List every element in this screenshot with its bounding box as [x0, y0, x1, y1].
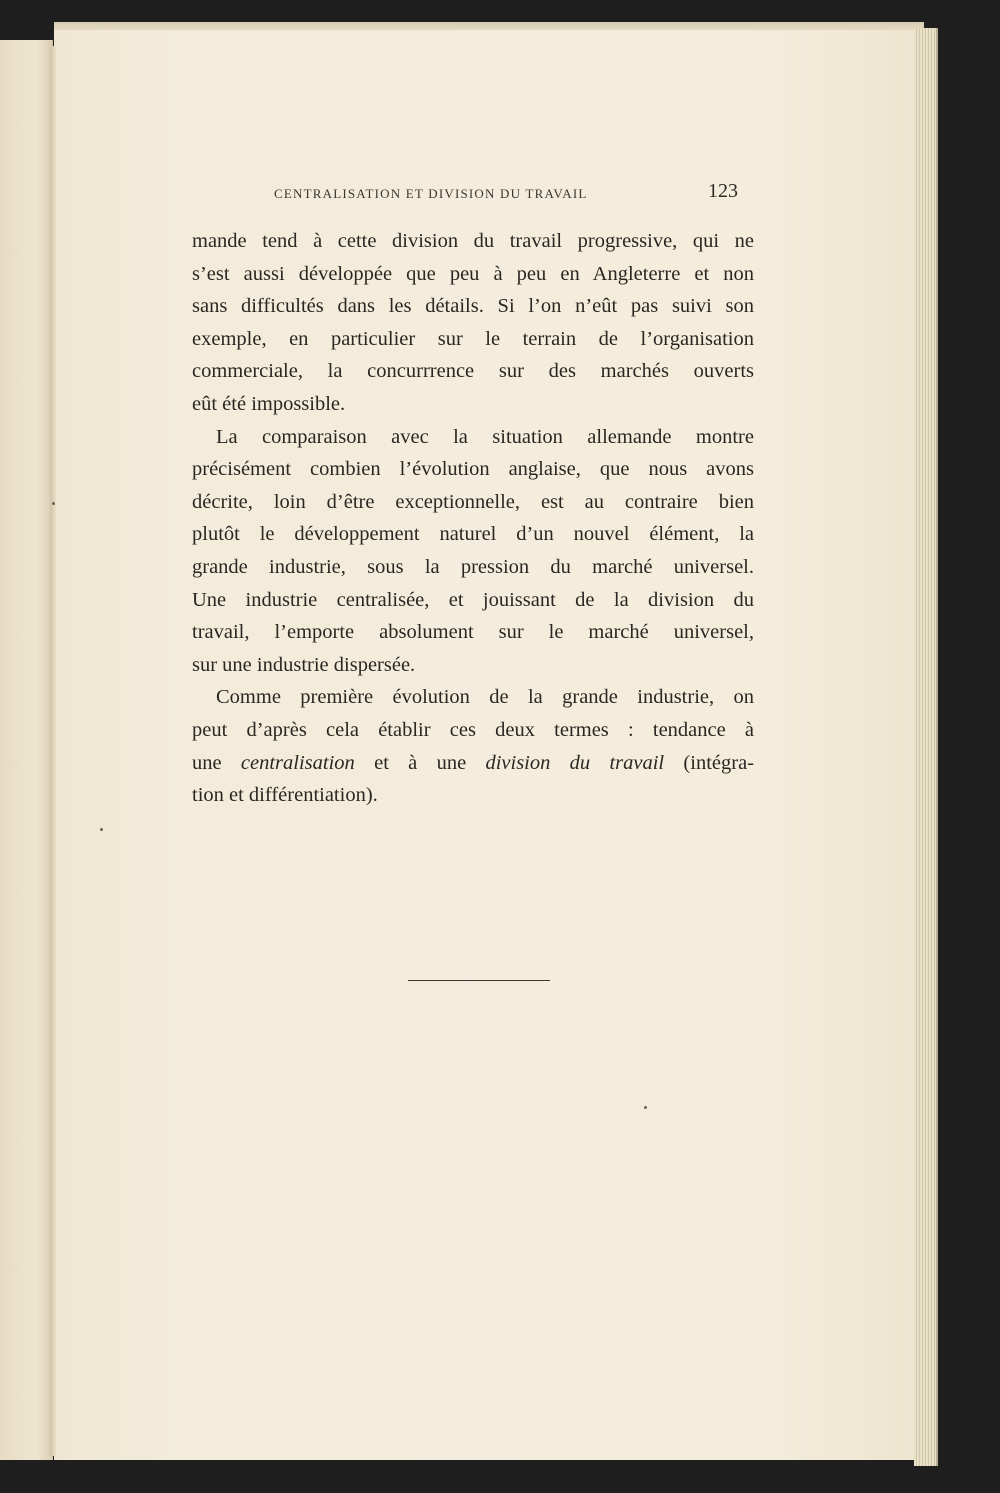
text-line: mande tend à cette division du travail progressive, qui ne: [192, 230, 754, 252]
paper-speck: [52, 502, 55, 505]
text-line: grande industrie, sous la pression du marché universel.: [192, 555, 754, 578]
paper-speck: [100, 828, 103, 831]
book-gutter: [50, 46, 56, 1456]
text-line: précisément combien l’évolution anglaise, que nous avons: [192, 458, 754, 481]
paper-speck: [644, 1106, 647, 1109]
text-line: sans difficultés dans les détails. Si l’on n’eût pas suivi son: [192, 295, 754, 318]
text-line: La comparaison avec la situation allemande montre: [216, 425, 754, 448]
section-end-rule: [408, 980, 550, 981]
page-number: 123: [708, 180, 738, 202]
text-line: exemple, en particulier sur le terrain de l’organisation: [192, 327, 754, 350]
text-line: travail, l’emporte absolument sur le marché universel,: [192, 621, 754, 644]
text-line: commerciale, la concurrrence sur des marchés ouverts: [192, 360, 754, 383]
page-stack-edges: [914, 28, 938, 1466]
text-line-italic-terms: [192, 747, 754, 780]
text-run: une: [192, 751, 241, 774]
text-run: et à une: [354, 751, 486, 774]
running-head: CENTRALISATION ET DIVISION DU TRAVAIL: [274, 186, 588, 201]
term-centralisation: centralisation: [240, 751, 355, 774]
text-line: sur une industrie dispersée.: [192, 653, 416, 676]
text-line: tion et différentiation).: [192, 784, 378, 807]
text-line: peut d’après cela établir ces deux termes : tendance à: [192, 718, 754, 741]
text-line: s’est aussi développée que peu à peu en Angleterre et non: [192, 262, 754, 285]
text-line: plutôt le développement naturel d’un nouvel élément, la: [192, 523, 754, 546]
body-text: [192, 225, 754, 812]
text-run: (intégra-: [664, 751, 755, 774]
text-line: eût été impossible.: [192, 392, 346, 415]
previous-page-edge: [0, 40, 53, 1460]
text-line: Une industrie centralisée, et jouissant de la division du: [192, 588, 754, 611]
term-division-du-travail: division du travail: [485, 751, 665, 774]
text-line: Comme première évolution de la grande industrie, on: [216, 686, 754, 709]
text-line: décrite, loin d’être exceptionnelle, est au contraire bien: [192, 490, 754, 513]
